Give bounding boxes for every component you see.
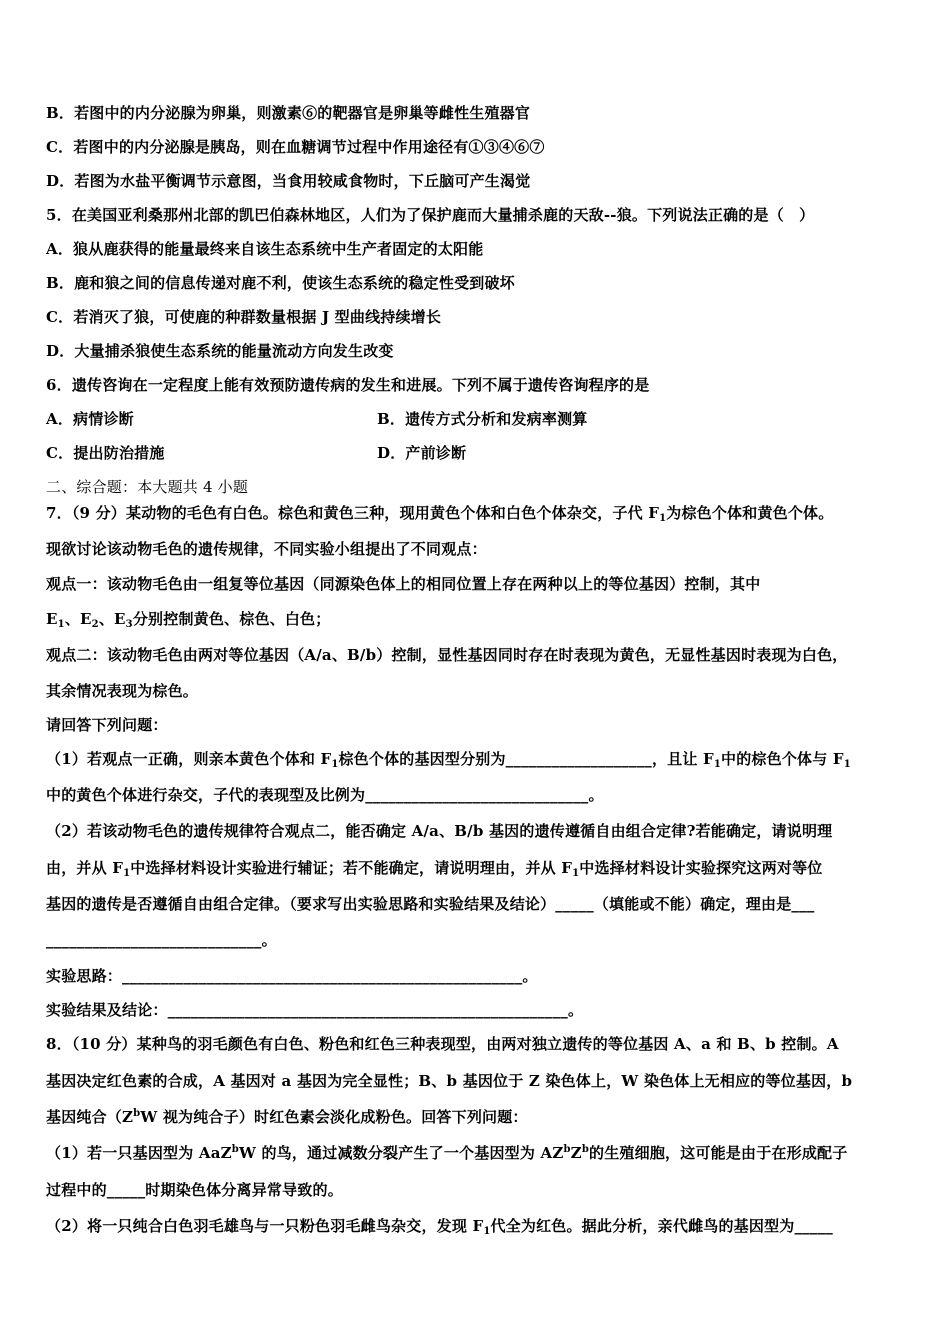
q7-experiment-idea: 实验思路：____________________________________________________。 — [46, 967, 538, 985]
subscript: 1 — [483, 1226, 491, 1237]
q7-sub2-line4: ____________________________。 — [46, 931, 277, 949]
q8-text: （1）若一只基因型为 AaZ — [46, 1144, 232, 1162]
q7-text: 中选择材料设计实验进行辅证；若不能确定，请说明理由，并从 F — [130, 859, 573, 877]
q7-sub2-line3: 基因的遗传是否遵循自由组合定律。（要求写出实验思路和实验结果及结论）_____（填能或不能）确定，理由是___ — [46, 895, 815, 913]
q5-option-a: A．狼从鹿获得的能量最终来自该生态系统中生产者固定的太阳能 — [46, 240, 484, 258]
q7-view1-line1: 观点一：该动物毛色由一组复等位基因（同源染色体上的相同位置上存在两种以上的等位基因）控制，其中 — [46, 575, 761, 593]
q4-option-b: B．若图中的内分泌腺为卵巢，则激素⑥的靶器官是卵巢等雌性生殖器官 — [46, 104, 531, 122]
section-heading: 二、综合题：本大题共 4 小题 — [46, 478, 249, 496]
q7-sub2-line2 — [46, 858, 823, 878]
q7-view2-line2: 其余情况表现为棕色。 — [46, 682, 199, 700]
q8-text: 基因纯合（Z — [46, 1108, 134, 1126]
superscript: b — [133, 1108, 141, 1119]
q7-text: 中的棕色个体与 F — [721, 750, 844, 768]
q8-stem-line3 — [46, 1107, 528, 1127]
q7-text: 、E — [64, 610, 92, 628]
q4-option-d: D．若图为水盐平衡调节示意图，当食用较咸食物时，下丘脑可产生渴觉 — [46, 172, 531, 190]
q5-option-c: C．若消灭了狼，可使鹿的种群数量根据 J 型曲线持续增长 — [46, 308, 442, 326]
q7-sub2-line1: （2）若该动物毛色的遗传规律符合观点二，能否确定 A/a、B/b 基因的遗传遵循自由组合定律?若能确定，请说明理 — [46, 822, 833, 840]
subscript: 1 — [713, 759, 722, 770]
q7-stem-line1 — [46, 503, 833, 523]
superscript: b — [581, 1144, 590, 1155]
superscript: b — [563, 1144, 571, 1155]
q7-text: 7．（9 分）某动物的毛色有白色。棕色和黄色三种，现用黄色个体和白色个体杂交，子代 F — [46, 504, 660, 522]
q8-text: Z — [570, 1144, 582, 1162]
q7-view2-line1: 观点二：该动物毛色由两对等位基因（A/a、B/b）控制，显性基因同时存在时表现为黄色，无显性基因时表现为白色， — [46, 646, 848, 664]
q8-text: 代全为红色。据此分析，亲代雌鸟的基因型为_____ — [490, 1217, 833, 1235]
q8-sub2-line1 — [46, 1216, 833, 1236]
q7-sub1-line2: 中的黄色个体进行杂交，子代的表现型及比例为_____________________________。 — [46, 786, 604, 804]
q8-text: W 视为纯合子）时红色素会淡化成粉色。回答下列问题： — [140, 1108, 528, 1126]
q5-stem: 5．在美国亚利桑那州北部的凯巴伯森林地区，人们为了保护鹿而大量捕杀鹿的天敌--狼。下列说法正确的是（ ） — [46, 206, 815, 224]
q7-prompt: 请回答下列问题： — [46, 716, 168, 734]
q7-text: 中选择材料设计实验探究这两对等位 — [579, 859, 823, 877]
q7-text: E — [46, 610, 58, 628]
subscript: 1 — [843, 759, 851, 770]
q6-option-b: B．遗传方式分析和发病率测算 — [377, 410, 588, 428]
q8-stem-line2: 基因决定红色素的合成，A 基因对 a 基因为完全显性；B、b 基因位于 Z 染色体上，W 染色体上无相应的等位基因，b — [46, 1072, 853, 1090]
q8-sub1-line2: 过程中的_____时期染色体分离异常导致的。 — [46, 1181, 343, 1199]
q5-option-b: B．鹿和狼之间的信息传递对鹿不利，使该生态系统的稳定性受到破坏 — [46, 274, 515, 292]
q7-text: 由，并从 F — [46, 859, 124, 877]
subscript: 1 — [123, 868, 131, 879]
subscript: 1 — [572, 868, 580, 879]
q7-view1-line2 — [46, 609, 330, 629]
q8-sub1-line1 — [46, 1143, 847, 1163]
q7-text: 为棕色个体和黄色个体。 — [666, 504, 834, 522]
q6-option-d: D．产前诊断 — [377, 444, 467, 462]
q8-text: W 的鸟，通过减数分裂产生了一个基因型为 AZ — [238, 1144, 564, 1162]
q5-option-d: D．大量捕杀狼使生态系统的能量流动方向发生改变 — [46, 342, 394, 360]
q6-option-c: C．提出防治措施 — [46, 444, 165, 462]
q6-option-a: A．病情诊断 — [46, 410, 134, 428]
q7-text: 、E — [98, 610, 126, 628]
q7-sub1-line1 — [46, 749, 851, 769]
q8-text: （2）将一只纯合白色羽毛雄鸟与一只粉色羽毛雌鸟杂交，发现 F — [46, 1217, 484, 1235]
superscript: b — [231, 1144, 239, 1155]
q7-stem-line2: 现欲讨论该动物毛色的遗传规律，不同实验小组提出了不同观点： — [46, 540, 487, 558]
q7-text: （1）若观点一正确，则亲本黄色个体和 F — [46, 750, 332, 768]
subscript: 1 — [331, 759, 339, 770]
q8-text: 的生殖细胞，这可能是由于在形成配子 — [589, 1144, 848, 1162]
q8-stem-line1: 8．（10 分）某种鸟的羽毛颜色有白色、粉色和红色三种表现型，由两对独立遗传的等位基因 A、a 和 B、b 控制。A — [46, 1035, 839, 1053]
subscript: 2 — [91, 619, 99, 630]
q7-experiment-result: 实验结果及结论：____________________________________________________。 — [46, 1001, 584, 1019]
q7-text: 棕色个体的基因型分别为___________________，且让 F — [338, 750, 714, 768]
subscript: 1 — [57, 619, 65, 630]
q6-stem: 6．遗传咨询在一定程度上能有效预防遗传病的发生和进展。下列不属于遗传咨询程序的是 — [46, 376, 650, 394]
q7-text: 分别控制黄色、棕色、白色； — [132, 610, 331, 628]
subscript: 1 — [659, 513, 667, 524]
q4-option-c: C．若图中的内分泌腺是胰岛，则在血糖调节过程中作用途径有①③④⑥⑦ — [46, 138, 545, 156]
subscript: 3 — [125, 619, 133, 630]
